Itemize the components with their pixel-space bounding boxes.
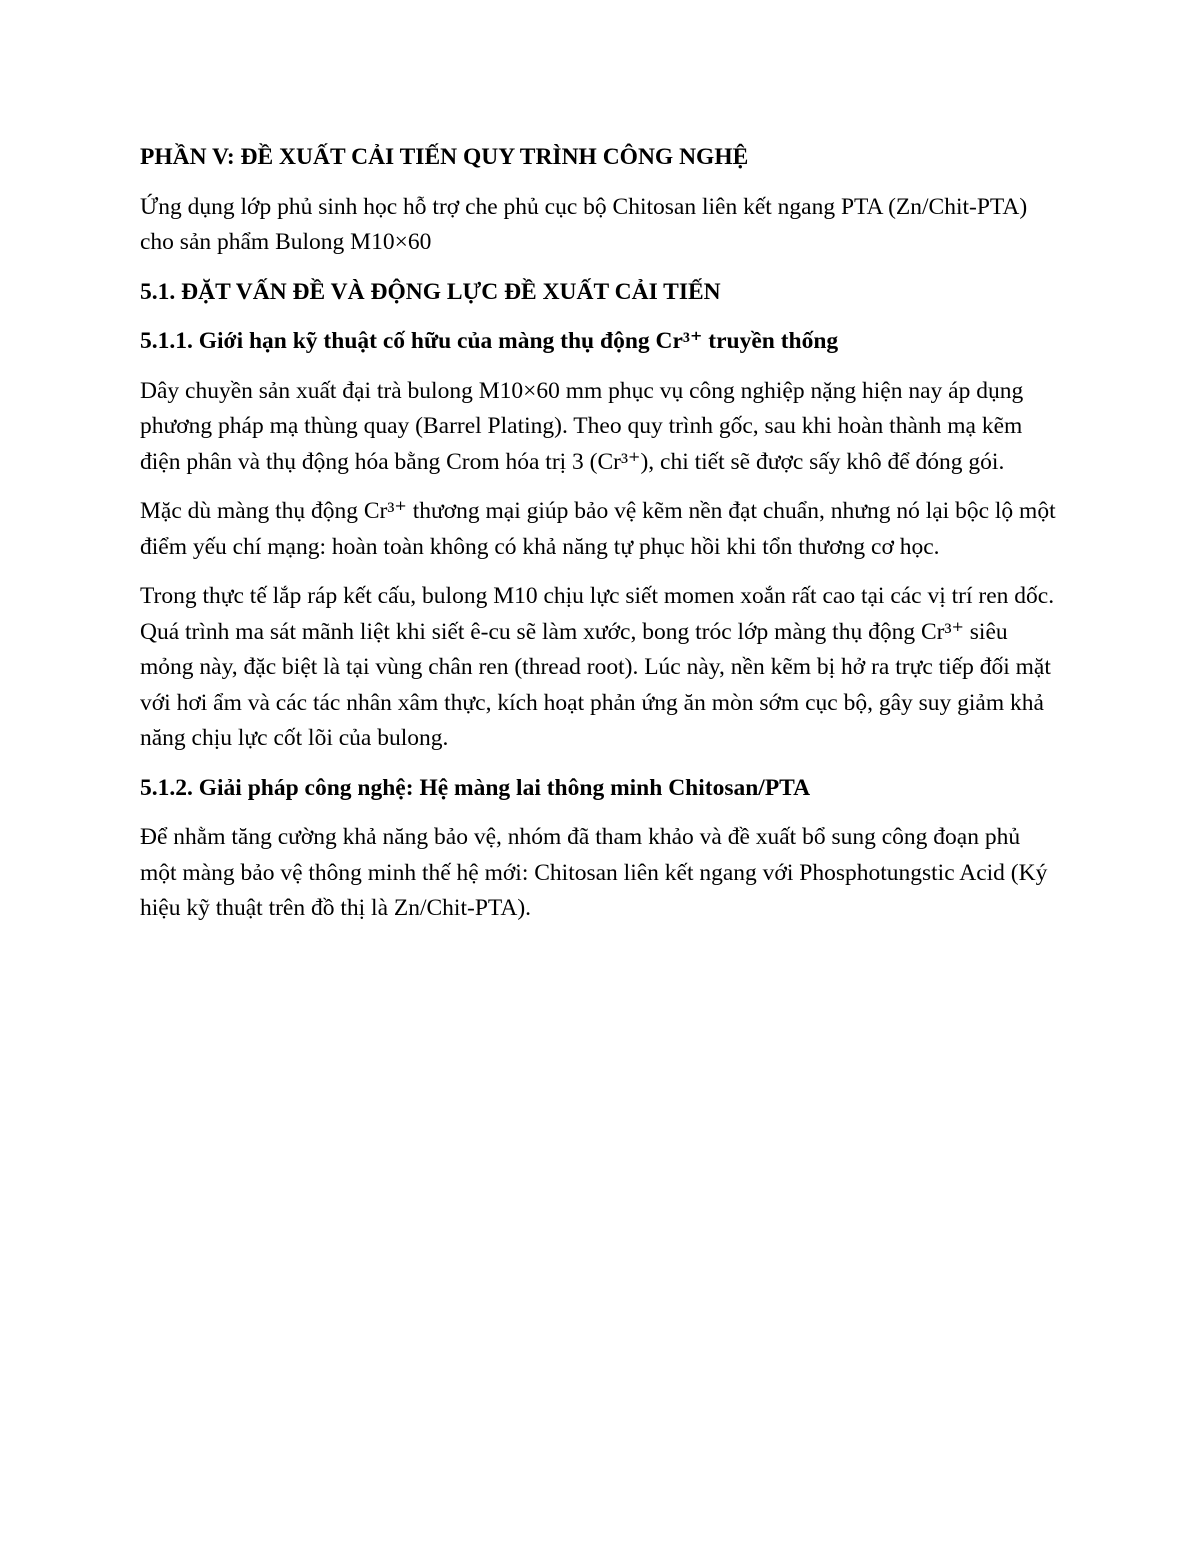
section-5-1-heading: 5.1. ĐẶT VẤN ĐỀ VÀ ĐỘNG LỰC ĐỀ XUẤT CẢI TIẾN — [140, 278, 721, 305]
section-5-1-2-heading: 5.1.2. Giải pháp công nghệ: Hệ màng lai thông minh Chitosan/PTA — [140, 774, 811, 801]
paragraph: Dây chuyền sản xuất đại trà bulong M10×60 mm phục vụ công nghiệp nặng hiện nay áp dụng phương pháp mạ thùng quay (Barrel Plating). Theo quy trình gốc, sau khi hoàn thành mạ kẽm điện phân và thụ động hóa bằng Crom hóa trị 3 (Cr³⁺), chi tiết sẽ được sấy khô để đóng gói. — [140, 377, 1024, 475]
paragraph: Để nhằm tăng cường khả năng bảo vệ, nhóm đã tham khảo và đề xuất bổ sung công đoạn phủ một màng bảo vệ thông minh thế hệ mới: Chitosan liên kết ngang với Phosphotungstic Acid (Ký hiệu kỹ thuật trên đồ thị là Zn/Chit-PTA). — [140, 824, 1048, 921]
document-body — [140, 140, 1060, 941]
section-5-1-1-heading: 5.1.1. Giới hạn kỹ thuật cố hữu của màng thụ động Cr³⁺ truyền thống — [140, 328, 839, 354]
part-title: PHẦN V: ĐỀ XUẤT CẢI TIẾN QUY TRÌNH CÔNG NGHỆ — [140, 144, 749, 170]
paragraph: Trong thực tế lắp ráp kết cấu, bulong M10 chịu lực siết momen xoắn rất cao tại các vị trí ren dốc. Quá trình ma sát mãnh liệt khi siết ê-cu sẽ làm xước, bong tróc lớp màng thụ động Cr³⁺ siêu mỏng này, đặc biệt là tại vùng chân ren (thread root). Lúc này, nền kẽm bị hở ra trực tiếp đối mặt với hơi ẩm và các tác nhân xâm thực, kích hoạt phản ứng ăn mòn sớm cục bộ, gây suy giảm khả năng chịu lực cốt lõi của bulong. — [140, 583, 1055, 751]
paragraph: Mặc dù màng thụ động Cr³⁺ thương mại giúp bảo vệ kẽm nền đạt chuẩn, nhưng nó lại bộc lộ một điểm yếu chí mạng: hoàn toàn không có khả năng tự phục hồi khi tổn thương cơ học. — [140, 498, 1056, 560]
part-subtitle: Ứng dụng lớp phủ sinh học hỗ trợ che phủ cục bộ Chitosan liên kết ngang PTA (Zn/Chit-PTA) cho sản phẩm Bulong M10×60 — [140, 193, 1028, 255]
